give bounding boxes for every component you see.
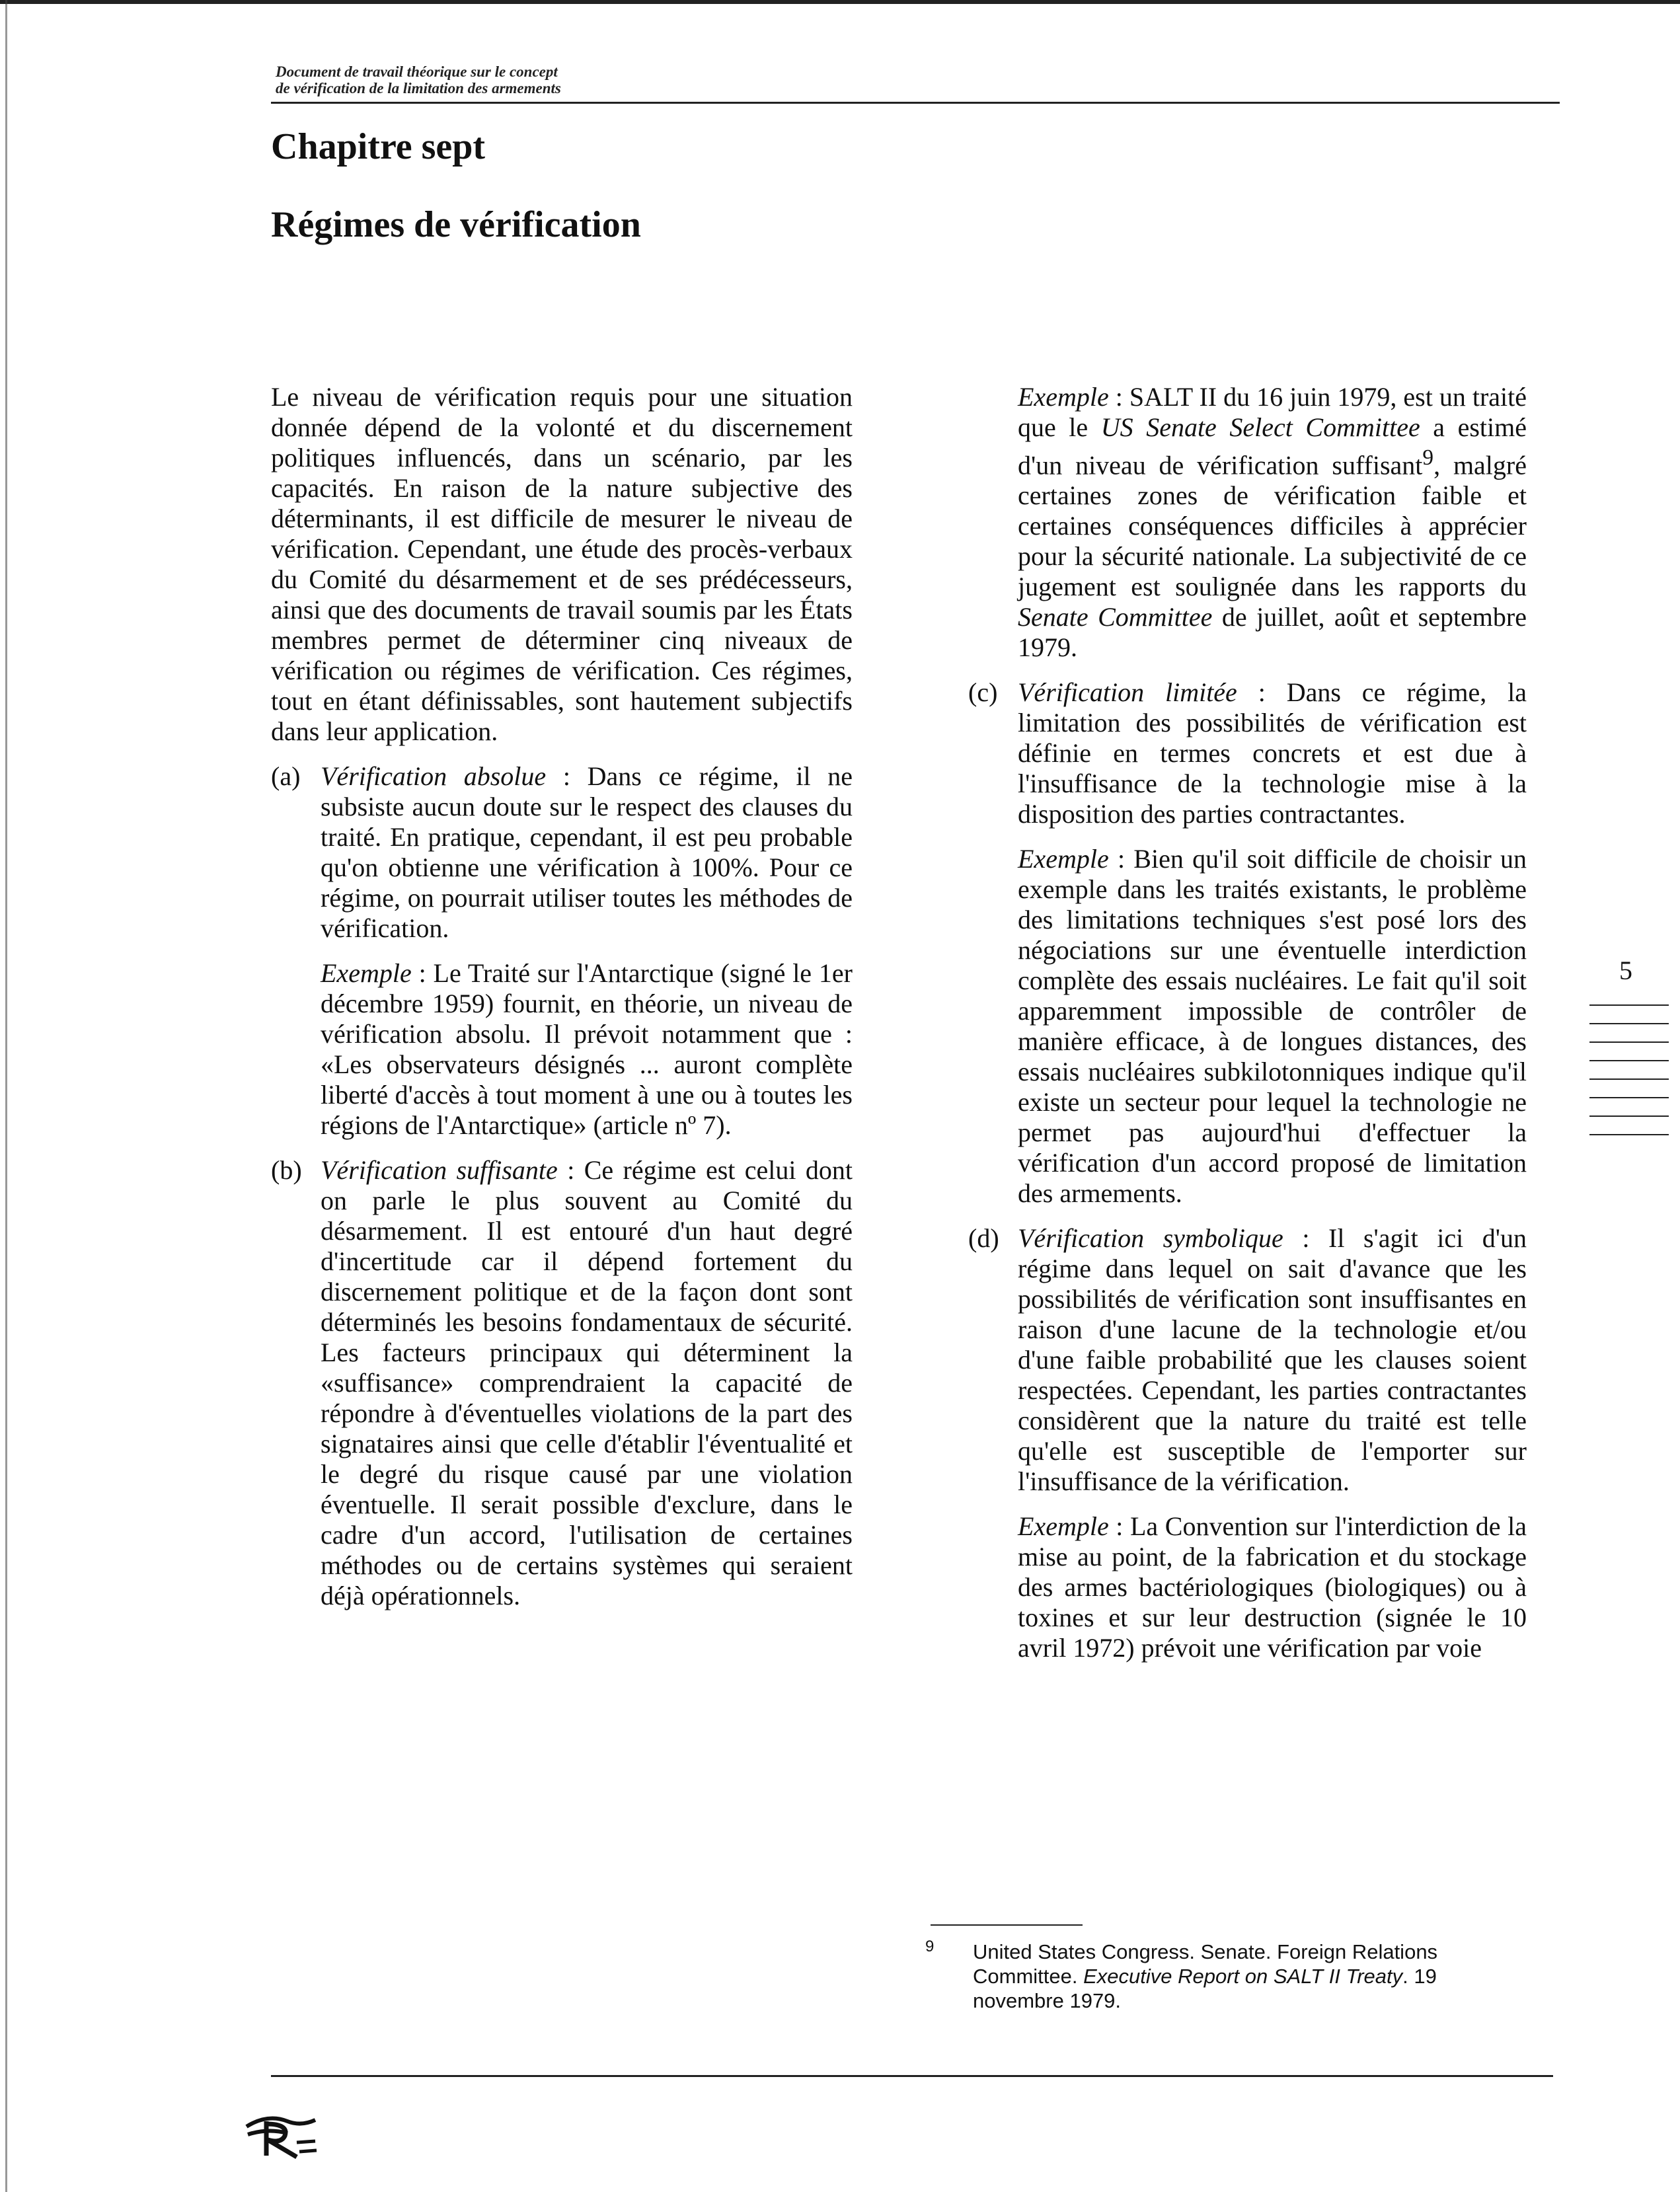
item-a-paragraph [321, 761, 853, 944]
item-c-text: : Dans ce régime, la limitation des possibilités de vérification est définie en termes concrets et est due à l'insuffisance de la technologie mise à la disposition des parties contractantes. [1018, 677, 1527, 829]
item-c-example-label: Exemple [1018, 844, 1109, 874]
item-d-example-label: Exemple [1018, 1511, 1109, 1542]
item-a-example [321, 958, 853, 1141]
item-b-paragraph [321, 1155, 853, 1611]
margin-line [1589, 1134, 1669, 1135]
footer-rule [271, 2075, 1553, 2077]
page-number: 5 [1619, 956, 1632, 985]
page-left-border [5, 0, 7, 2192]
item-d-text: : Il s'agit ici d'un régime dans lequel on sait d'avance que les possibilités de vérification sont insuffisantes en raison d'une lacune de la technologie et/ou d'une faible probabilité que les clauses soient respectées. Cependant, les parties contractantes considèrent que la nature du traité est telle qu'elle est susceptible de l'emporter sur l'insuffisance de la vérification. [1018, 1223, 1527, 1497]
item-d-marker: (d) [968, 1223, 999, 1254]
item-c-term: Vérification limitée [1018, 677, 1237, 708]
margin-line [1589, 1060, 1669, 1061]
list-item-d [968, 1223, 1527, 1663]
item-c-example-text: : Bien qu'il soit difficile de choisir un exemple dans les traités existants, le problème des limitations techniques s'est posé lors des négociations sur une éventuelle interdiction complète des essais nucléaires. Le fait qu'il soit apparemment impossible de contrôler de manière efficace, à de longues distances, des essais nucléaires subkilotonniques indique qu'il existe un secteur pour lequel la technologie ne permet pas aujourd'hui d'effectuer la vérification d'un accord proposé de limitation des armements. [1018, 844, 1527, 1209]
page-top-border [0, 0, 1680, 4]
item-a-example-label: Exemple [321, 958, 412, 988]
footnote-text-2: . 19 novembre 1979. [973, 1965, 1437, 2012]
item-c-paragraph [1018, 677, 1527, 829]
item-b-text: : Ce régime est celui dont on parle le plus souvent au Comité du désarmement. Il est entouré d'un haut degré d'incertitude car il dépend fortement du discernement politique et de la façon dont sont déterminés les besoins fondamentaux de sécurité. Les facteurs principaux qui déterminent la «suffisance» comprendraient la capacité de répondre à d'éventuelles violations de la part des signataires ainsi que celle d'établir l'éventualité et le degré du risque causé par une violation éventuelle. Il serait possible d'exclure, dans le cadre d'un accord, l'utilisation de certaines méthodes ou de certains systèmes qui seraient déjà opérationnels. [321, 1155, 853, 1610]
item-b-example-label: Exemple [1018, 382, 1109, 412]
item-a-example-text: : Le Traité sur l'Antarctique (signé le 1er décembre 1959) fournit, en théorie, un niveau de vérification absolu. Il prévoit notamment que : «Les observateurs désignés ... auront complète liberté d'accès à tout moment à une ou à toutes les régions de l'Antarctique» (article nº 7). [321, 958, 853, 1140]
margin-line [1589, 1078, 1669, 1080]
item-b-example-text-3: , malgré certaines zones de vérification faible et certaines conséquences difficiles à apprécier pour la sécurité nationale. La subjectivité de ce jugement est soulignée dans les rapports du [1018, 450, 1527, 602]
item-d-paragraph [1018, 1223, 1527, 1497]
item-a-text: : Dans ce régime, il ne subsiste aucun doute sur le respect des clauses du traité. En pratique, cependant, il est peu probable qu'on obtienne une vérification à 100%. Pour ce régime, on pourrait utiliser toutes les méthodes de vérification. [321, 761, 853, 943]
item-c-marker: (c) [968, 677, 998, 708]
list-item-a [271, 761, 853, 1141]
margin-thumb-lines [1589, 1004, 1669, 1153]
item-b-marker: (b) [271, 1155, 302, 1185]
running-head-line-2: de vérification de la limitation des armements [276, 80, 561, 96]
item-a-term: Vérification absolue [321, 761, 547, 791]
chapter-title: Chapitre sept [271, 126, 486, 167]
item-d-example [1018, 1511, 1527, 1663]
running-head [276, 63, 1531, 96]
footnote-rule [931, 1924, 1083, 1926]
footnote-reference[interactable]: 9 [1422, 445, 1434, 470]
item-b-example-text-1: : SALT II du 16 juin 1979, est un traité que le [1018, 382, 1527, 442]
margin-line [1589, 1115, 1669, 1117]
footnote-report-title: Executive Report on SALT II Treaty [1083, 1965, 1403, 1988]
item-d-example-text: : La Convention sur l'interdiction de la mise au point, de la fabrication et du stockage des armes bactériologiques (biologiques) ou à toxines et sur leur destruction (signée le 10 avril 1972) prévoit une vérification par voie [1018, 1511, 1527, 1663]
right-column [968, 382, 1527, 1678]
item-b-example-text-2: a estimé d'un niveau de vérification suffisant [1018, 412, 1527, 480]
section-title: Régimes de vérification [271, 204, 641, 245]
margin-line [1589, 1097, 1669, 1098]
footnote-text [973, 1940, 1467, 2013]
intro-paragraph: Le niveau de vérification requis pour une situation donnée dépend de la volonté et du discernement politiques influencés, dans un scénario, par les capacités. En raison de la nature subjective des déterminants, il est difficile de mesurer le niveau de vérification. Cependant, une étude des procès-verbaux du Comité du désarmement et de ses prédécesseurs, ainsi que des documents de travail soumis par les États membres permet de déterminer cinq niveaux de vérification ou régimes de vérification. Ces régimes, tout en étant définissables, sont hautement subjectifs dans leur application. [271, 382, 853, 746]
margin-line [1589, 1041, 1669, 1043]
list-item-c [968, 677, 1527, 1209]
item-b-term: Vérification suffisante [321, 1155, 558, 1185]
margin-line [1589, 1004, 1669, 1006]
footnote-text-1: United States Congress. Senate. Foreign Relations Committee. [973, 1940, 1438, 1988]
item-d-term: Vérification symbolique [1018, 1223, 1283, 1254]
list-item-b [271, 1155, 853, 1611]
item-a-marker: (a) [271, 761, 301, 791]
senate-committee: Senate Committee [1018, 602, 1213, 632]
header-rule [271, 102, 1560, 104]
left-column [271, 382, 853, 1626]
margin-line [1589, 1023, 1669, 1024]
item-b-example [1018, 382, 1527, 663]
running-head-line-1: Document de travail théorique sur le concept [276, 63, 558, 80]
senate-select-committee: US Senate Select Committee [1100, 412, 1420, 442]
item-c-example [1018, 844, 1527, 1209]
footnote-number: 9 [925, 1938, 935, 1955]
footnote [925, 1940, 1467, 2013]
publisher-logo-icon [241, 2101, 321, 2161]
item-b-example-text-4: de juillet, août et septembre 1979. [1018, 602, 1527, 663]
